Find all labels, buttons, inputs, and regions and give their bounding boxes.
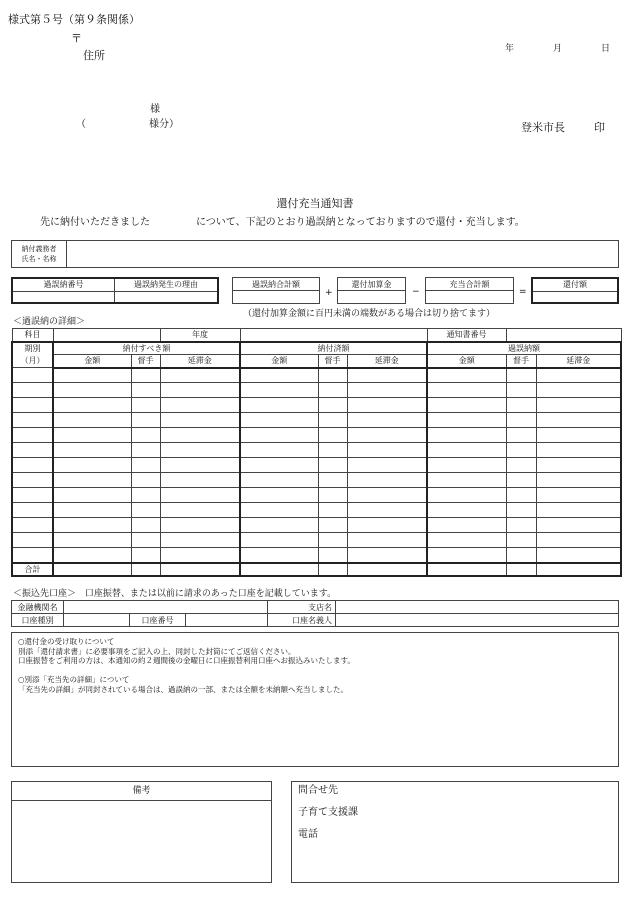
amount-cell[interactable] <box>427 488 506 503</box>
obligor-name-field[interactable] <box>68 241 618 267</box>
amount-cell[interactable] <box>53 413 131 428</box>
amount-cell[interactable] <box>160 473 240 488</box>
allocation-total-box <box>425 277 514 304</box>
amount-cell[interactable] <box>160 548 240 563</box>
amount-cell[interactable] <box>506 428 536 443</box>
amount-cell[interactable] <box>53 548 131 563</box>
issuer-name: 登米市長 <box>521 121 565 134</box>
amount-cell[interactable] <box>53 383 131 398</box>
period-cell[interactable] <box>12 518 53 533</box>
period-cell[interactable] <box>12 383 53 398</box>
amount-cell[interactable] <box>131 413 160 428</box>
amount-cell[interactable] <box>131 488 160 503</box>
rounding-note: （還付加算金額に百円未満の端数がある場合は切り捨てます） <box>243 309 496 319</box>
date-month-label: 月 <box>553 44 563 54</box>
detail-row <box>12 443 621 458</box>
total-cell <box>427 563 506 576</box>
amount-cell[interactable] <box>536 518 621 533</box>
amount-cell[interactable] <box>536 548 621 563</box>
amount-cell[interactable] <box>318 533 347 548</box>
group-header-overpaid: 過誤納額 <box>427 342 621 355</box>
overpayment-table <box>11 277 219 304</box>
postal-mark: 〒 <box>71 32 82 45</box>
amount-cell[interactable] <box>347 473 427 488</box>
amount-cell[interactable] <box>427 548 506 563</box>
amount-cell[interactable] <box>347 398 427 413</box>
amount-cell[interactable] <box>53 533 131 548</box>
amount-cell[interactable] <box>427 428 506 443</box>
overpayment-number-field[interactable] <box>12 291 115 303</box>
account-type-label: 口座種別 <box>12 614 64 627</box>
plus-sign: + <box>325 288 333 298</box>
amount-cell[interactable] <box>427 473 506 488</box>
col-amount-paid: 金額 <box>240 355 318 368</box>
detail-row <box>12 383 621 398</box>
amount-cell[interactable] <box>427 458 506 473</box>
amount-cell[interactable] <box>240 518 318 533</box>
notes-line-allocation: 「充当先の詳細」が同封されている場合は、過誤納の一部、または全額を未納額へ充当しました。 <box>18 684 348 694</box>
amount-cell[interactable] <box>506 383 536 398</box>
overpayment-detail-table <box>11 328 622 577</box>
amount-cell[interactable] <box>53 443 131 458</box>
amount-cell[interactable] <box>506 368 536 383</box>
amount-cell[interactable] <box>536 473 621 488</box>
amount-cell[interactable] <box>536 428 621 443</box>
contact-phone-label: 電話 <box>298 829 318 840</box>
amount-cell[interactable] <box>536 383 621 398</box>
amount-cell[interactable] <box>160 413 240 428</box>
amount-cell[interactable] <box>131 518 160 533</box>
total-row-label: 合計 <box>12 563 53 576</box>
period-cell[interactable] <box>12 488 53 503</box>
equals-sign: = <box>519 287 527 297</box>
detail-rows <box>12 368 621 563</box>
col-fee-overpaid: 督手 <box>506 355 536 368</box>
notes-line-refund-request: 別添「還付請求書」に必要事項をご記入の上、同封した封筒にてご返信ください。 <box>18 646 296 656</box>
amount-cell[interactable] <box>240 548 318 563</box>
amount-cell[interactable] <box>318 458 347 473</box>
amount-cell[interactable] <box>240 383 318 398</box>
period-header-line2: （月） <box>20 355 45 365</box>
amount-cell[interactable] <box>506 503 536 518</box>
amount-cell[interactable] <box>427 503 506 518</box>
amount-cell[interactable] <box>131 368 160 383</box>
amount-cell[interactable] <box>427 413 506 428</box>
amount-cell[interactable] <box>240 368 318 383</box>
amount-cell[interactable] <box>347 488 427 503</box>
refund-addition-label: 還付加算金 <box>338 278 406 291</box>
amount-cell[interactable] <box>160 533 240 548</box>
amount-cell[interactable] <box>506 458 536 473</box>
amount-cell[interactable] <box>536 443 621 458</box>
col-late-due: 延滞金 <box>160 355 240 368</box>
amount-cell[interactable] <box>240 473 318 488</box>
period-cell[interactable] <box>12 413 53 428</box>
notes-heading-allocation: ○別添「充当先の詳細」について <box>18 675 130 684</box>
amount-cell[interactable] <box>160 398 240 413</box>
period-cell[interactable] <box>12 398 53 413</box>
obligor-box <box>11 240 619 268</box>
amount-cell[interactable] <box>347 413 427 428</box>
amount-cell[interactable] <box>53 398 131 413</box>
institution-label: 金融機関名 <box>12 601 64 614</box>
detail-row <box>12 488 621 503</box>
amount-cell[interactable] <box>536 488 621 503</box>
amount-cell[interactable] <box>506 548 536 563</box>
amount-cell[interactable] <box>131 473 160 488</box>
amount-cell[interactable] <box>240 533 318 548</box>
period-header-line1: 期別 <box>24 343 41 353</box>
total-cell <box>160 563 240 576</box>
amount-cell[interactable] <box>160 383 240 398</box>
amount-cell[interactable] <box>318 503 347 518</box>
allocation-total-label: 充当合計額 <box>426 278 514 291</box>
amount-cell[interactable] <box>240 428 318 443</box>
obligor-label-line2: 氏名・名称 <box>21 255 57 263</box>
detail-row <box>12 503 621 518</box>
amount-cell[interactable] <box>131 458 160 473</box>
total-cell <box>536 563 621 576</box>
total-cell <box>318 563 347 576</box>
amount-cell[interactable] <box>347 503 427 518</box>
total-overpayment-box <box>232 277 320 304</box>
amount-cell[interactable] <box>160 368 240 383</box>
amount-cell[interactable] <box>318 488 347 503</box>
amount-cell[interactable] <box>347 533 427 548</box>
period-cell[interactable] <box>12 368 53 383</box>
refund-amount-label: 還付額 <box>532 278 618 291</box>
date-year-label: 年 <box>505 44 515 54</box>
period-cell[interactable] <box>12 548 53 563</box>
overpayment-reason-field[interactable] <box>115 291 219 303</box>
group-header-paid: 納付済額 <box>240 342 427 355</box>
amount-cell[interactable] <box>427 383 506 398</box>
refund-addition-field[interactable] <box>338 291 406 304</box>
amount-cell[interactable] <box>318 428 347 443</box>
amount-cell[interactable] <box>318 398 347 413</box>
amount-cell[interactable] <box>347 548 427 563</box>
account-holder-label: 口座名義人 <box>268 614 336 627</box>
fiscal-year-label: 年度 <box>160 329 240 342</box>
group-header-due: 納付すべき額 <box>53 342 240 355</box>
bank-table <box>11 600 619 627</box>
amount-cell[interactable] <box>347 518 427 533</box>
detail-row <box>12 518 621 533</box>
date-day-label: 日 <box>601 44 611 54</box>
account-number-label: 口座番号 <box>130 614 186 627</box>
address-label: 住所 <box>83 49 105 62</box>
amount-cell[interactable] <box>160 458 240 473</box>
amount-cell[interactable] <box>240 443 318 458</box>
period-cell[interactable] <box>12 533 53 548</box>
contact-department: 子育て支援課 <box>298 807 358 818</box>
amount-cell[interactable] <box>160 443 240 458</box>
obligor-label-line1: 納付義務者 <box>21 245 57 253</box>
total-cell <box>53 563 131 576</box>
amount-cell[interactable] <box>536 368 621 383</box>
amount-cell[interactable] <box>506 398 536 413</box>
amount-cell[interactable] <box>318 473 347 488</box>
amount-cell[interactable] <box>160 518 240 533</box>
period-cell[interactable] <box>12 473 53 488</box>
detail-row <box>12 458 621 473</box>
amount-cell[interactable] <box>347 443 427 458</box>
amount-cell[interactable] <box>347 428 427 443</box>
period-cell[interactable] <box>12 458 53 473</box>
period-cell[interactable] <box>12 443 53 458</box>
remarks-box <box>11 781 272 883</box>
detail-row <box>12 533 621 548</box>
amount-cell[interactable] <box>347 458 427 473</box>
amount-cell[interactable] <box>131 398 160 413</box>
bank-section-note: 口座振替、または以前に請求のあった口座を記載しています。 <box>84 589 337 599</box>
account-number-field[interactable] <box>186 614 268 627</box>
period-header <box>12 342 53 368</box>
contact-box <box>291 781 619 883</box>
amount-cell[interactable] <box>160 428 240 443</box>
total-cell <box>347 563 427 576</box>
amount-cell[interactable] <box>318 548 347 563</box>
bank-section-title: ＜振込先口座＞ <box>13 589 77 599</box>
amount-cell[interactable] <box>506 473 536 488</box>
obligor-label <box>12 241 67 267</box>
detail-row <box>12 548 621 563</box>
detail-row <box>12 398 621 413</box>
remarks-field[interactable] <box>12 801 271 883</box>
form-number: 様式第５号（第９条関係） <box>8 13 140 26</box>
refund-amount-box <box>531 277 619 304</box>
period-cell[interactable] <box>12 428 53 443</box>
amount-cell[interactable] <box>347 368 427 383</box>
notice-number-label: 通知書番号 <box>427 329 506 342</box>
recipient-sama-bun: 様分） <box>149 119 179 130</box>
account-type-field[interactable] <box>64 614 130 627</box>
subject-label: 科目 <box>12 329 53 342</box>
detail-row <box>12 428 621 443</box>
amount-cell[interactable] <box>53 518 131 533</box>
detail-row <box>12 368 621 383</box>
contact-label: 問合せ先 <box>298 785 338 796</box>
amount-cell[interactable] <box>536 458 621 473</box>
minus-sign: − <box>412 287 420 297</box>
amount-cell[interactable] <box>240 413 318 428</box>
amount-cell[interactable] <box>53 503 131 518</box>
amount-cell[interactable] <box>53 368 131 383</box>
amount-cell[interactable] <box>240 398 318 413</box>
amount-cell[interactable] <box>427 443 506 458</box>
total-overpayment-field[interactable] <box>233 291 320 304</box>
amount-cell[interactable] <box>53 428 131 443</box>
amount-cell[interactable] <box>427 368 506 383</box>
amount-cell[interactable] <box>506 533 536 548</box>
refund-addition-box <box>337 277 406 304</box>
col-late-paid: 延滞金 <box>347 355 427 368</box>
notice-number-field[interactable] <box>506 329 621 342</box>
amount-cell[interactable] <box>318 413 347 428</box>
overpayment-number-label: 過誤納番号 <box>12 278 115 291</box>
amount-cell[interactable] <box>53 458 131 473</box>
amount-cell[interactable] <box>318 368 347 383</box>
total-cell <box>131 563 160 576</box>
amount-cell[interactable] <box>131 533 160 548</box>
amount-cell[interactable] <box>506 413 536 428</box>
col-amount-due: 金額 <box>53 355 131 368</box>
subject-field[interactable] <box>53 329 160 342</box>
amount-cell[interactable] <box>240 488 318 503</box>
amount-cell[interactable] <box>427 533 506 548</box>
account-holder-field[interactable] <box>336 614 619 627</box>
detail-row <box>12 413 621 428</box>
amount-cell[interactable] <box>506 518 536 533</box>
notes-heading-refund: ○還付金の受け取りについて <box>18 637 115 646</box>
recipient-paren-open: （ <box>76 119 86 130</box>
amount-cell[interactable] <box>131 443 160 458</box>
document-title: 還付充当通知書 <box>276 197 354 210</box>
notes-line-transfer: 口座振替をご利用の方は、本通知の約２週間後の金曜日に口座振替利用口座へお振込みいたします。 <box>18 656 355 665</box>
amount-cell[interactable] <box>536 398 621 413</box>
branch-field[interactable] <box>336 601 619 614</box>
notes-box <box>11 632 619 767</box>
amount-cell[interactable] <box>536 503 621 518</box>
issuer-seal: 印 <box>594 121 605 134</box>
amount-cell[interactable] <box>53 473 131 488</box>
total-cell <box>506 563 536 576</box>
amount-cell[interactable] <box>240 458 318 473</box>
fiscal-year-field[interactable] <box>240 329 427 342</box>
amount-cell[interactable] <box>131 503 160 518</box>
col-amount-overpaid: 金額 <box>427 355 506 368</box>
amount-cell[interactable] <box>318 443 347 458</box>
total-cell <box>240 563 318 576</box>
col-fee-paid: 督手 <box>318 355 347 368</box>
amount-cell[interactable] <box>427 398 506 413</box>
amount-cell[interactable] <box>536 413 621 428</box>
amount-cell[interactable] <box>347 383 427 398</box>
amount-cell[interactable] <box>160 503 240 518</box>
detail-section-label: ＜過誤納の詳細＞ <box>13 317 86 327</box>
amount-cell[interactable] <box>427 518 506 533</box>
amount-cell[interactable] <box>131 428 160 443</box>
amount-cell[interactable] <box>536 533 621 548</box>
branch-label: 支店名 <box>268 601 336 614</box>
amount-cell[interactable] <box>318 383 347 398</box>
amount-cell[interactable] <box>53 488 131 503</box>
remarks-label: 備考 <box>12 782 271 801</box>
col-fee-due: 督手 <box>131 355 160 368</box>
amount-cell[interactable] <box>240 503 318 518</box>
amount-cell[interactable] <box>506 488 536 503</box>
total-overpayment-label: 過誤納合計額 <box>233 278 320 291</box>
amount-cell[interactable] <box>318 518 347 533</box>
intro-part1: 先に納付いただきました <box>40 217 150 228</box>
amount-cell[interactable] <box>131 383 160 398</box>
amount-cell[interactable] <box>506 443 536 458</box>
overpayment-reason-label: 過誤納発生の理由 <box>115 278 219 291</box>
bank-section-label <box>13 586 336 599</box>
period-cell[interactable] <box>12 503 53 518</box>
col-late-overpaid: 延滞金 <box>536 355 621 368</box>
institution-field[interactable] <box>64 601 268 614</box>
allocation-total-field[interactable] <box>426 291 514 304</box>
refund-amount-field[interactable] <box>532 291 618 303</box>
amount-cell[interactable] <box>131 548 160 563</box>
recipient-sama: 様 <box>150 104 160 115</box>
intro-part2: について、下記のとおり過誤納となっておりますので還付・充当します。 <box>196 217 525 228</box>
amount-cell[interactable] <box>160 488 240 503</box>
detail-row <box>12 473 621 488</box>
